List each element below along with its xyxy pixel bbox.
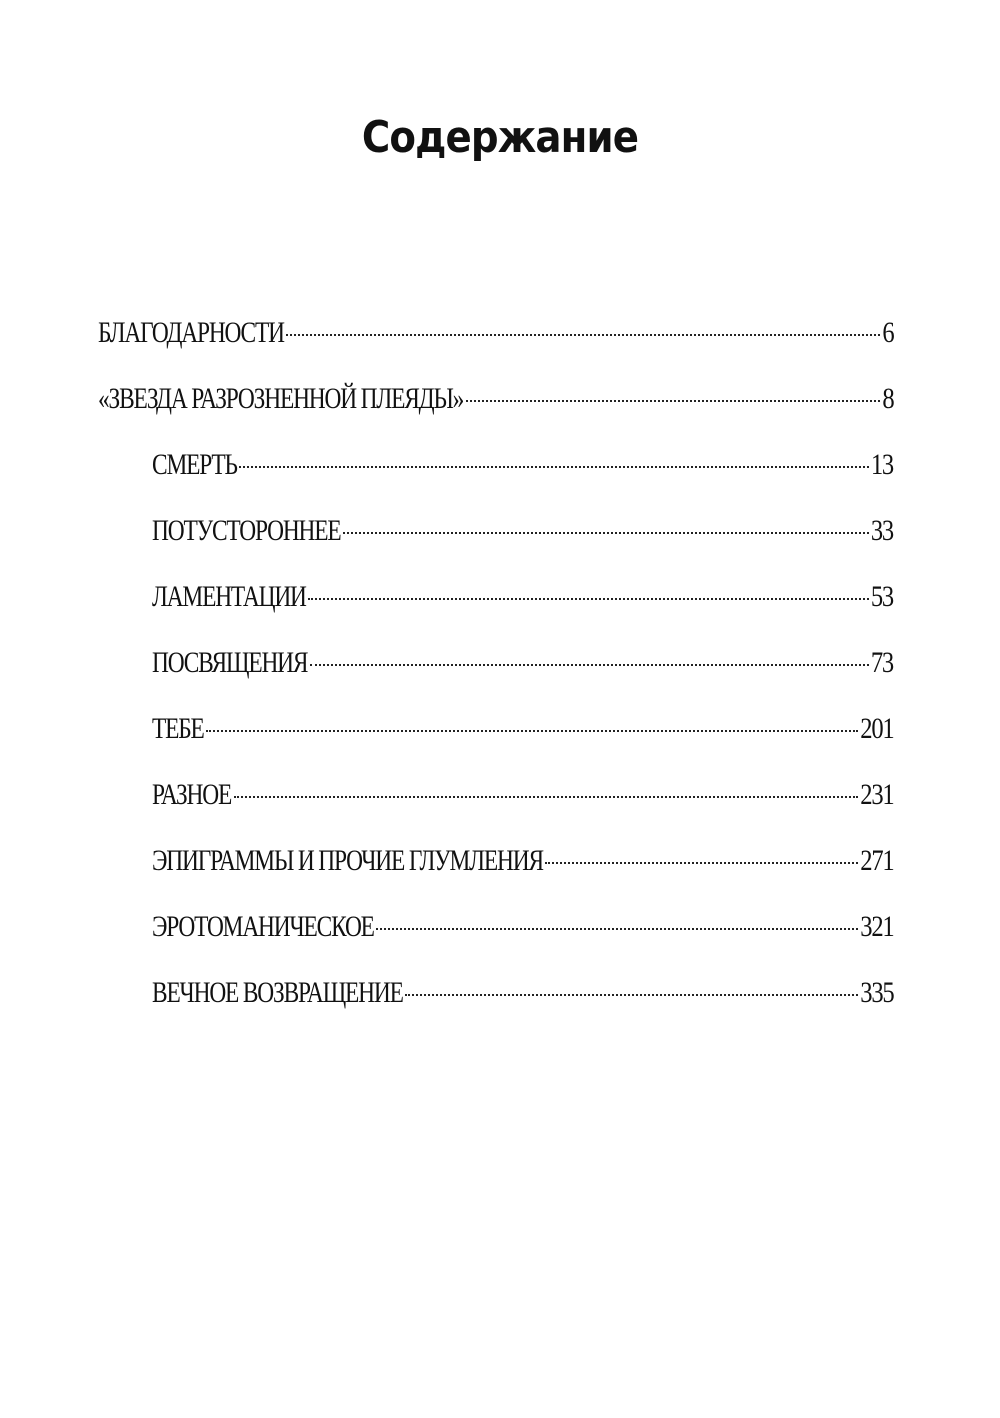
toc-entry-label: ЭПИГРАММЫ И ПРОЧИЕ ГЛУМЛЕНИЯ [152,844,543,877]
toc-dot-leader [310,664,869,666]
toc-entry-label: БЛАГОДАРНОСТИ [98,316,284,349]
toc-entry-page: 321 [859,910,893,943]
toc-entry-label-wrap [152,762,232,828]
toc-entry[interactable] [98,300,893,366]
toc-dot-leader [308,598,869,600]
toc-entry[interactable] [152,696,893,762]
toc-entry-label-wrap [152,696,204,762]
toc-entry[interactable] [98,366,893,432]
toc-entry-label: ВЕЧНОЕ ВОЗВРАЩЕНИЕ [152,976,403,1009]
toc-entry-page: 201 [859,712,893,745]
toc-dot-leader [545,862,858,864]
toc-entry[interactable] [152,762,893,828]
toc-entry-label: РАЗНОЕ [152,778,232,811]
toc-entry[interactable] [152,498,893,564]
toc-entry-label: СМЕРТЬ [152,448,237,481]
toc-entry-label-wrap [152,960,403,1026]
toc-dot-leader [239,466,869,468]
toc-dot-leader [405,994,858,996]
toc-entry-page: 13 [870,448,893,481]
toc-entry-page: 335 [859,976,893,1009]
toc-entry-label-wrap [98,366,464,432]
toc-entry-page: 271 [859,844,893,877]
toc-entry-label-wrap [152,894,374,960]
toc-entry-label: ПОТУСТОРОННЕЕ [152,514,341,547]
toc-dot-leader [234,796,858,798]
toc-entry-page: 8 [881,382,893,415]
toc-entry-page: 231 [859,778,893,811]
toc-entry-label-wrap [152,498,341,564]
toc-entry-label-wrap [98,300,284,366]
toc-entry-label-wrap [152,432,237,498]
toc-entry[interactable] [152,432,893,498]
toc-entry-label-wrap [152,630,308,696]
toc-entry[interactable] [152,828,893,894]
toc-entry-page: 73 [870,646,893,679]
toc-entry-page: 53 [870,580,893,613]
toc-entry-label-wrap [152,564,306,630]
toc-entry-label: «ЗВЕЗДА РАЗРОЗНЕННОЙ ПЛЕЯДЫ» [98,382,464,415]
toc-entry[interactable] [152,960,893,1026]
table-of-contents [98,300,893,1026]
page-title: Содержание [361,112,639,163]
toc-dot-leader [466,400,880,402]
toc-dot-leader [376,928,858,930]
toc-dot-leader [206,730,858,732]
toc-dot-leader [343,532,869,534]
toc-entry[interactable] [152,894,893,960]
toc-entry-label: ПОСВЯЩЕНИЯ [152,646,308,679]
toc-entry-label: ЛАМЕНТАЦИИ [152,580,306,613]
toc-entry-label: ЭРОТОМАНИЧЕСКОЕ [152,910,374,943]
toc-entry-label: ТЕБЕ [152,712,204,745]
toc-entry[interactable] [152,630,893,696]
toc-entry-label-wrap [152,828,543,894]
toc-dot-leader [286,334,880,336]
toc-entry[interactable] [152,564,893,630]
toc-entry-page: 6 [881,316,893,349]
toc-entry-page: 33 [870,514,893,547]
